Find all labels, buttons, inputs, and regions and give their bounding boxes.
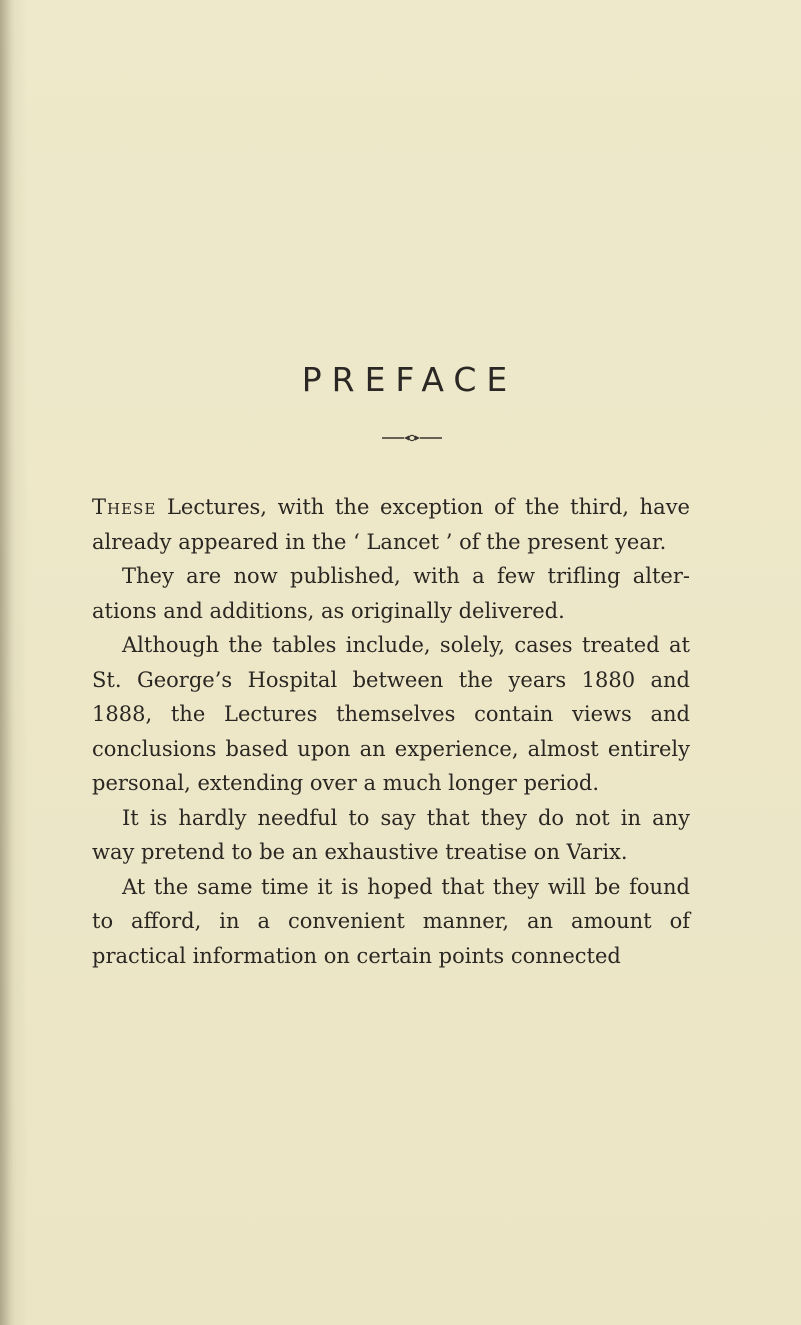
spine-shadow: [0, 0, 14, 1325]
ornament-divider: [382, 434, 442, 442]
paragraph: At the same time it is hoped that they will be found to afford, in a convenient manner, an amount of practical information on certain points connected: [92, 874, 690, 968]
preface-body: [92, 490, 690, 973]
paragraph: They are now published, with a few trifling alter- ations and additions, as originally delivered.: [92, 564, 690, 623]
paragraph: It is hardly needful to say that they do not in any way pretend to be an exhaustive treatise on Varix.: [92, 805, 690, 864]
paragraph-text: Lectures, with the exception of the third, have already appeared in the ‘ Lancet ’ of the present year.: [92, 495, 690, 554]
paragraph: Although the tables include, solely, cases treated at St. George’s Hospital between the years 1880 and 1888, the Lectures themselves contain views and conclusions based upon an experience, almost entirely personal, extending over a much longer period.: [92, 633, 690, 795]
lead-word: These: [92, 495, 157, 519]
paragraph: [92, 490, 690, 559]
page-heading: PREFACE: [301, 360, 518, 399]
